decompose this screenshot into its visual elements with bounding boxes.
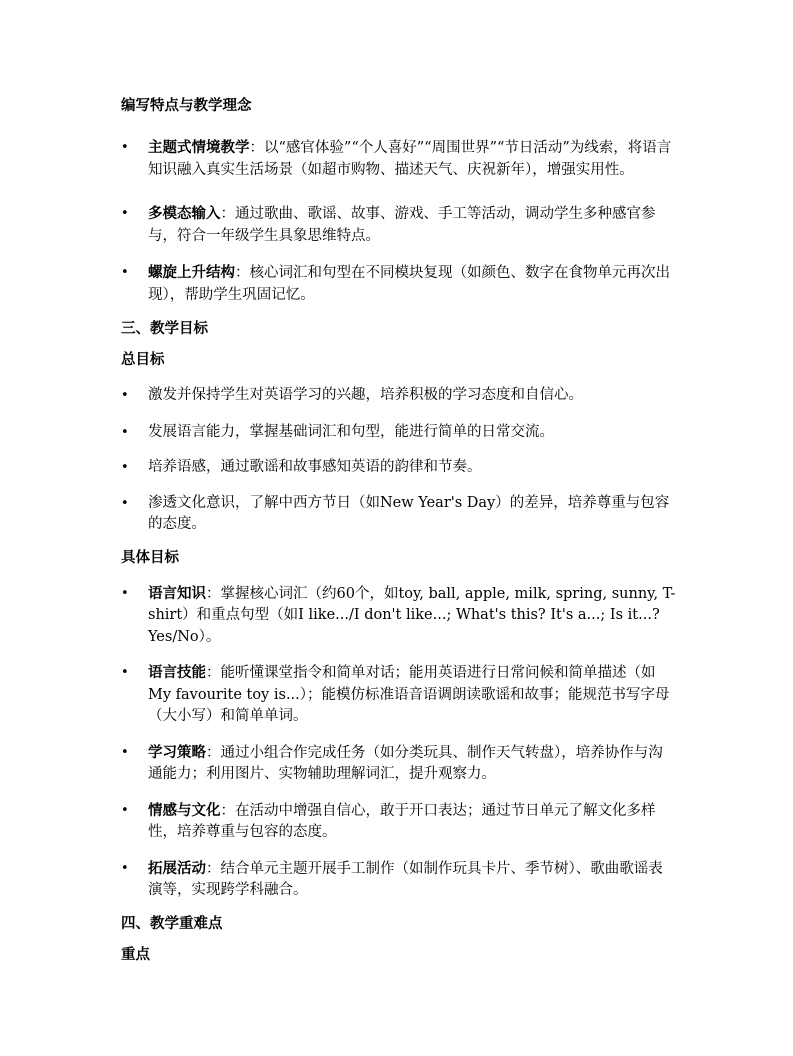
section-heading-goals: 三、教学目标 — [121, 320, 208, 337]
item-term: 学习策略 — [148, 743, 206, 761]
item-separator: ： — [206, 665, 221, 681]
list-item: • 激发并保持学生对英语学习的兴趣，培养积极的学习态度和自信心。 — [121, 385, 676, 407]
list-item — [121, 742, 676, 786]
item-separator: ： — [220, 206, 235, 222]
item-text: 通过小组合作完成任务（如分类玩具、制作天气转盘），培养协作与沟通能力；利用图片、实物辅助理解词汇，提升观察力。 — [148, 744, 663, 782]
item-text: 能听懂课堂指令和简单对话；能用英语进行日常问候和简单描述（如My favourite toy is...）；能模仿标准语音语调朗读歌谣和故事；能规范书写字母（大小写）和简单单词。 — [148, 665, 670, 724]
section-heading-features: 编写特点与教学理念 — [121, 97, 252, 114]
subheading-specific-goals: 具体目标 — [121, 548, 179, 566]
item-separator: ： — [235, 265, 250, 281]
item-separator: ： — [249, 140, 264, 156]
item-text: 在活动中增强自信心，敢于开口表达；通过节日单元了解文化多样性，培养尊重与包容的态度。 — [148, 802, 656, 840]
item-separator: ： — [206, 585, 221, 602]
general-goals-list — [121, 385, 676, 536]
item-term: 语言知识 — [148, 584, 206, 602]
item-term: 情感与文化 — [148, 801, 221, 819]
list-item — [121, 800, 676, 844]
item-text: 以“感官体验”“个人喜好”“周围世界”“节日活动”为线索，将语言知识融入真实生活场景（如超市购物、描述天气、庆祝新年），增强实用性。 — [148, 140, 672, 178]
item-term: 拓展活动 — [148, 859, 206, 877]
item-separator: ： — [206, 744, 221, 761]
item-separator: ： — [220, 802, 235, 819]
list-item — [121, 203, 676, 247]
item-separator: ： — [206, 860, 221, 877]
list-item: • 发展语言能力，掌握基础词汇和句型，能进行简单的日常交流。 — [121, 422, 676, 444]
item-text: 掌握核心词汇（约60个，如toy, ball, apple, milk, spring, sunny, T-shirt）和重点句型（如I like.../I don't like...; What's this? It's a...; Is it...? Yes/No）。 — [148, 585, 676, 645]
section-heading-difficulties: 四、教学重难点 — [121, 914, 223, 932]
item-term: 螺旋上升结构 — [148, 264, 235, 281]
item-text: 通过歌曲、歌谣、故事、游戏、手工等活动，调动学生多种感官参与，符合一年级学生具象思维特点。 — [148, 206, 656, 244]
document-body — [121, 96, 676, 965]
list-item: • 渗透文化意识，了解中西方节日（如New Year's Day）的差异，培养尊重与包容的态度。 — [121, 493, 676, 536]
list-item — [121, 662, 676, 728]
item-text: 核心词汇和句型在不同模块复现（如颜色、数字在食物单元再次出现），帮助学生巩固记忆。 — [148, 265, 670, 303]
list-item — [121, 583, 676, 649]
specific-goals-list — [121, 583, 676, 902]
subheading-general-goals: 总目标 — [121, 351, 165, 368]
item-term: 多模态输入 — [148, 205, 221, 222]
list-item: • 培养语感，通过歌谣和故事感知英语的韵律和节奏。 — [121, 457, 676, 479]
features-list — [121, 137, 676, 306]
item-term: 语言技能 — [148, 664, 206, 681]
item-text: 结合单元主题开展手工制作（如制作玩具卡片、季节树）、歌曲歌谣表演等，实现跨学科融合。 — [148, 860, 663, 898]
subheading-key-points: 重点 — [121, 945, 150, 963]
item-term: 主题式情境教学 — [148, 139, 250, 156]
list-item — [121, 858, 676, 902]
list-item — [121, 137, 676, 181]
list-item — [121, 262, 676, 306]
